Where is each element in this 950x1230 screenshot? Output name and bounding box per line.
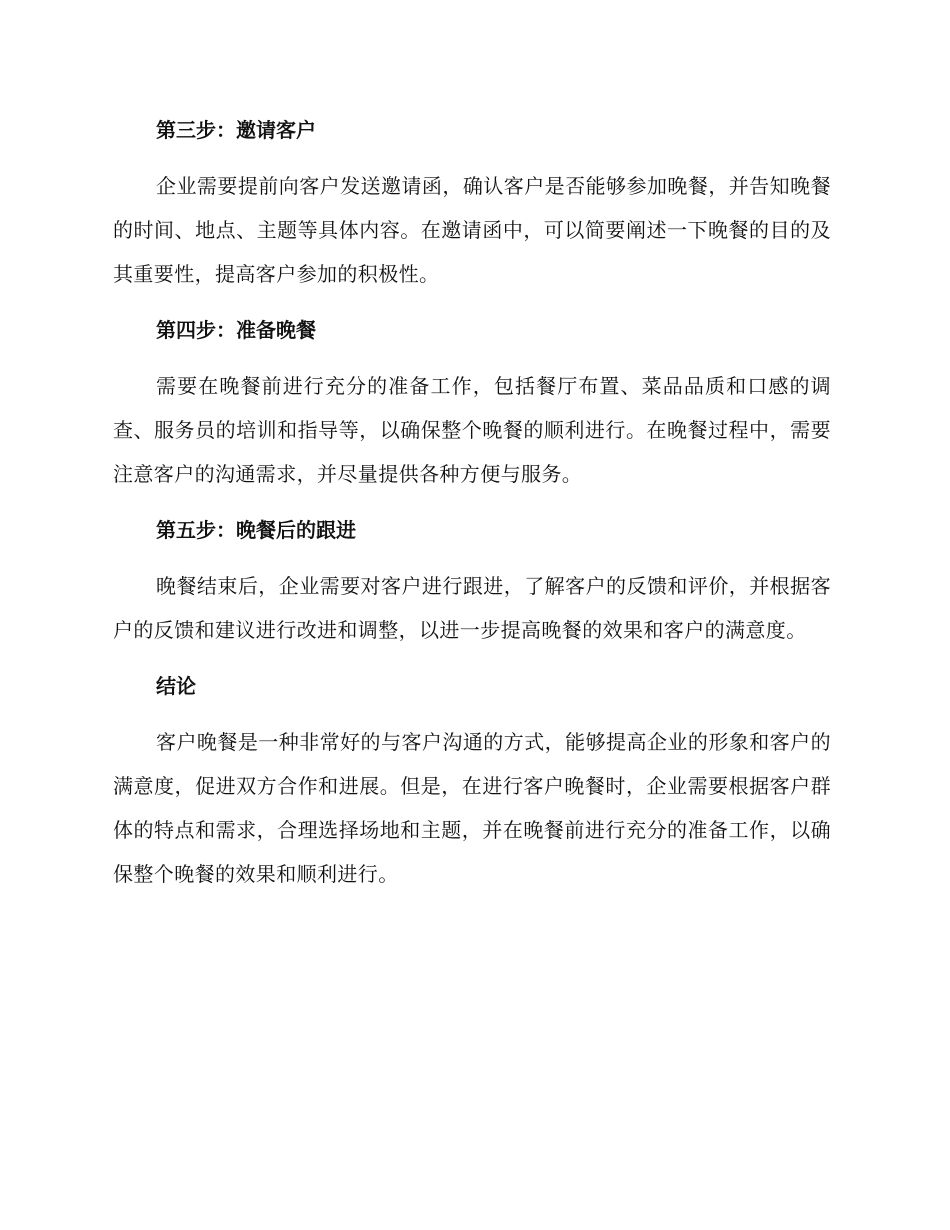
section-paragraph-step-4: 需要在晚餐前进行充分的准备工作，包括餐厅布置、菜品品质和口感的调查、服务员的培训和指导等，以确保整个晚餐的顺利进行。在晚餐过程中，需要注意客户的沟通需求，并尽量提供各种方便与服务。 <box>113 374 831 486</box>
section-heading-step-5: 第五步：晚餐后的跟进 <box>156 518 356 542</box>
section-heading-conclusion: 结论 <box>156 674 196 698</box>
document-content <box>113 108 831 908</box>
section-paragraph-step-3: 企业需要提前向客户发送邀请函，确认客户是否能够参加晚餐，并告知晚餐的时间、地点、主题等具体内容。在邀请函中，可以简要阐述一下晚餐的目的及其重要性，提高客户参加的积极性。 <box>113 174 831 286</box>
section-paragraph-conclusion: 客户晚餐是一种非常好的与客户沟通的方式，能够提高企业的形象和客户的满意度，促进双方合作和进展。但是，在进行客户晚餐时，企业需要根据客户群体的特点和需求，合理选择场地和主题，并在晚餐前进行充分的准备工作，以确保整个晚餐的效果和顺利进行。 <box>113 730 831 886</box>
section-paragraph-step-5: 晚餐结束后，企业需要对客户进行跟进，了解客户的反馈和评价，并根据客户的反馈和建议进行改进和调整，以进一步提高晚餐的效果和客户的满意度。 <box>113 574 831 642</box>
section-heading-step-4: 第四步：准备晚餐 <box>156 318 316 342</box>
section-heading-step-3: 第三步：邀请客户 <box>156 118 316 142</box>
